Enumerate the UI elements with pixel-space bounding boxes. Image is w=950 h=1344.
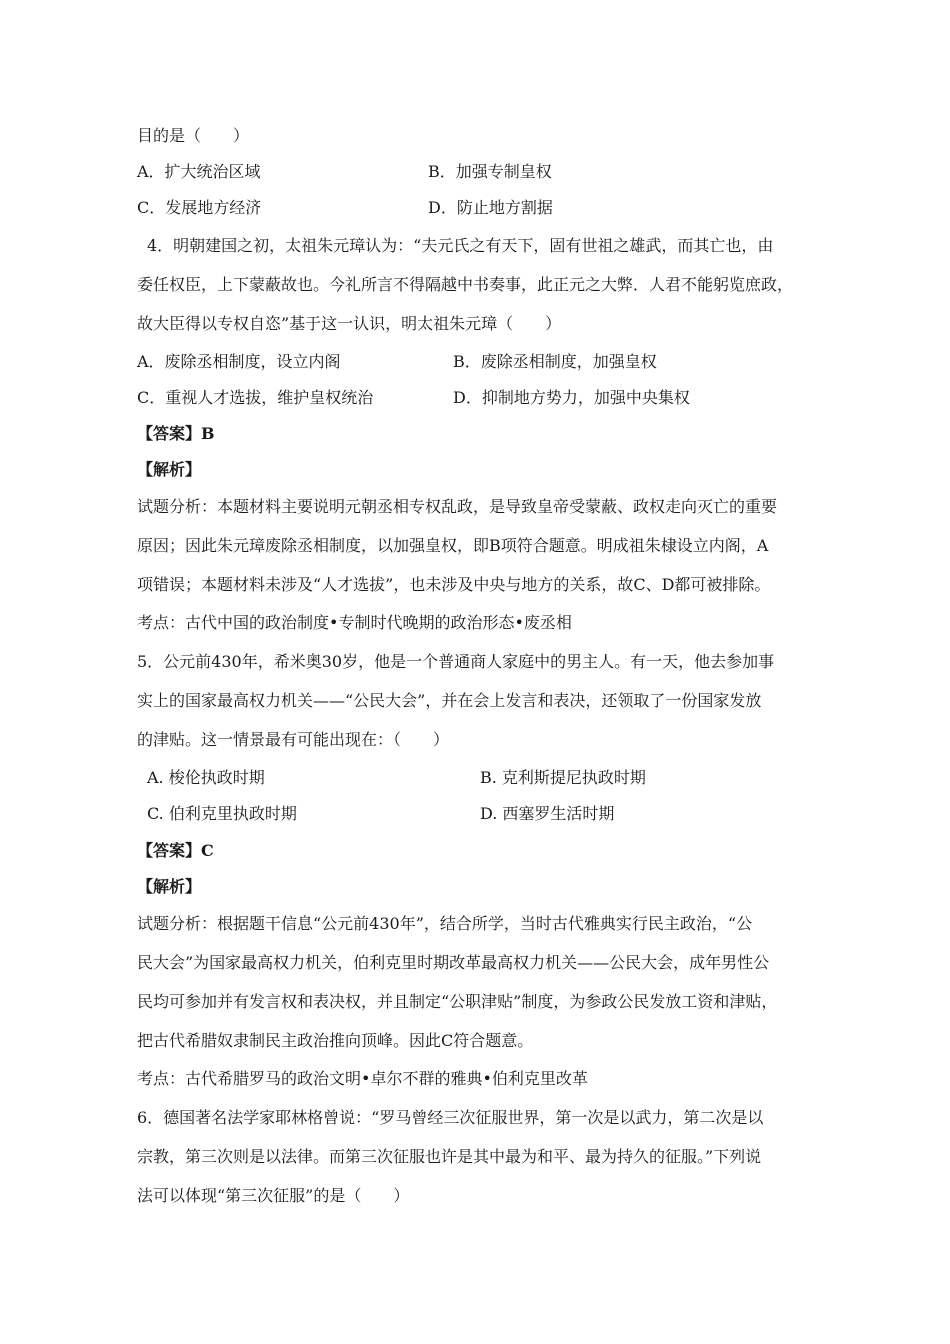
q3-option-d: D．防止地方割据 bbox=[428, 198, 553, 217]
q5-analysis-heading: 【解析】 bbox=[137, 877, 202, 896]
q4-stem-line-3: 故大臣得以专权自恣”基于这一认识，明太祖朱元璋（ ） bbox=[137, 314, 562, 333]
q6-stem-line-3: 法可以体现“第三次征服”的是（ ） bbox=[137, 1186, 410, 1205]
q3-option-c: C．发展地方经济 bbox=[137, 198, 262, 217]
q5-analysis-line-1: 试题分析：根据题干信息“公元前430年”，结合所学，当时古代雅典实行民主政治，“公 bbox=[137, 914, 753, 933]
q5-analysis-line-2: 民大会”为国家最高权力机关，伯利克里时期改革最高权力机关——公民大会，成年男性公 bbox=[137, 953, 770, 972]
q4-point: 考点：古代中国的政治制度•专制时代晚期的政治形态•废丞相 bbox=[137, 613, 572, 632]
q4-option-b: B．废除丞相制度，加强皇权 bbox=[453, 352, 657, 371]
q5-stem-line-1: 5．公元前430年，希米奥30岁，他是一个普通商人家庭中的男主人。有一天，他去参加事 bbox=[137, 652, 775, 671]
q3-option-a: A．扩大统治区域 bbox=[137, 162, 261, 181]
q5-analysis-line-4: 把古代希腊奴隶制民主政治推向顶峰。因此C符合题意。 bbox=[137, 1031, 534, 1050]
q6-stem-line-1: 6．德国著名法学家耶林格曾说：“罗马曾经三次征服世界，第一次是以武力，第二次是以 bbox=[137, 1108, 764, 1127]
q4-stem-line-2: 委任权臣，上下蒙蔽故也。今礼所言不得隔越中书奏事，此正元之大弊．人君不能躬览庶政， bbox=[137, 275, 794, 294]
q5-analysis-line-3: 民均可参加并有发言权和表决权，并且制定“公职津贴”制度，为参政公民发放工资和津贴， bbox=[137, 992, 778, 1011]
q5-stem-line-2: 实上的国家最高权力机关——“公民大会”，并在会上发言和表决，还领取了一份国家发放 bbox=[137, 691, 762, 710]
q5-option-a: A. 梭伦执政时期 bbox=[147, 768, 265, 787]
q4-analysis-line-1: 试题分析：本题材料主要说明元朝丞相专权乱政，是导致皇帝受蒙蔽、政权走向灭亡的重要 bbox=[137, 497, 778, 516]
q3-stem-tail: 目的是（ ） bbox=[137, 126, 250, 145]
q4-analysis-line-3: 项错误；本题材料未涉及“人才选拔”，也未涉及中央与地方的关系，故C、D都可被排除。 bbox=[137, 575, 771, 594]
q4-option-c: C．重视人才选拔，维护皇权统治 bbox=[137, 388, 374, 407]
q4-answer: 【答案】B bbox=[137, 424, 215, 443]
q5-stem-line-3: 的津贴。这一情景最有可能出现在：（ ） bbox=[137, 730, 450, 749]
q5-option-c: C. 伯利克里执政时期 bbox=[147, 804, 297, 823]
q5-option-b: B. 克利斯提尼执政时期 bbox=[480, 768, 646, 787]
q6-stem-line-2: 宗教，第三次则是以法律。而第三次征服也许是其中最为和平、最为持久的征服。”下列说 bbox=[137, 1147, 762, 1166]
q4-analysis-line-2: 原因；因此朱元璋废除丞相制度，以加强皇权，即B项符合题意。明成祖朱棣设立内阁，A bbox=[137, 536, 769, 555]
q3-option-b: B．加强专制皇权 bbox=[428, 162, 552, 181]
q4-option-d: D．抑制地方势力，加强中央集权 bbox=[453, 388, 690, 407]
q4-analysis-heading: 【解析】 bbox=[137, 460, 202, 479]
q5-point: 考点：古代希腊罗马的政治文明•卓尔不群的雅典•伯利克里改革 bbox=[137, 1069, 588, 1088]
q4-stem-line-1: 4．明朝建国之初，太祖朱元璋认为：“夫元氏之有天下，固有世祖之雄武，而其亡也，由 bbox=[147, 236, 774, 255]
q5-answer: 【答案】C bbox=[137, 841, 214, 860]
q4-option-a: A．废除丞相制度，设立内阁 bbox=[137, 352, 341, 371]
q5-option-d: D. 西塞罗生活时期 bbox=[480, 804, 615, 823]
